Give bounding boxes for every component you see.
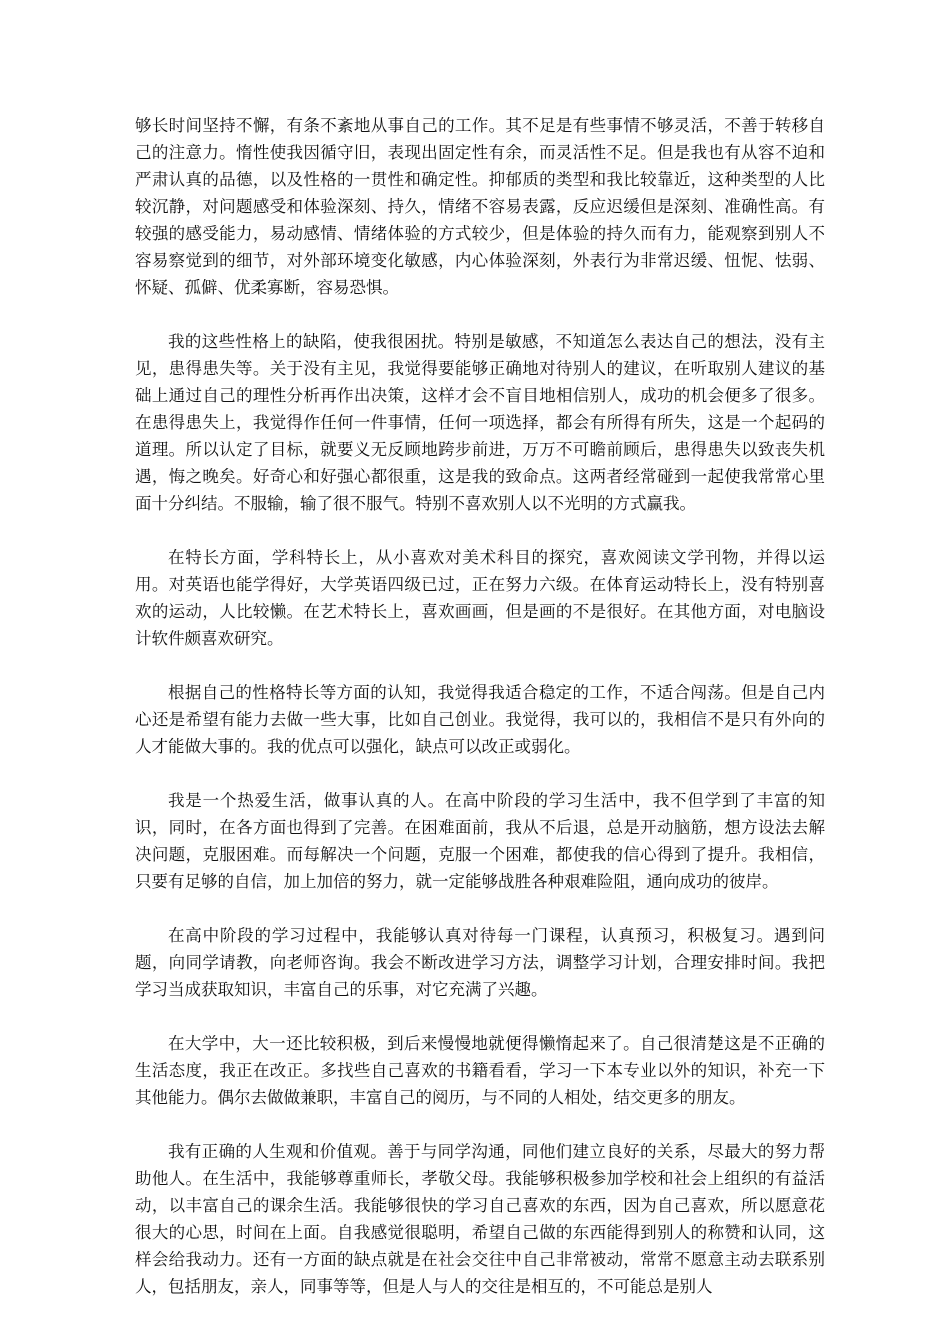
paragraph-5: 我是一个热爱生活，做事认真的人。在高中阶段的学习生活中，我不但学到了丰富的知识，同时，在各方面也得到了完善。在困难面前，我从不后退，总是开动脑筋，想方设法去解决问题，克服困难。而每解决一个问题，克服一个困难，都使我的信心得到了提升。我相信，只要有足够的自信，加上加倍的努力，就一定能够战胜各种艰难险阻，通向成功的彼岸。 [135,791,825,891]
document-body [135,112,825,1300]
paragraph-7: 在大学中，大一还比较积极，到后来慢慢地就便得懒惰起来了。自己很清楚这是不正确的生活态度，我正在改正。多找些自己喜欢的书籍看看，学习一下本专业以外的知识，补充一下其他能力。偶尔去做做兼职，丰富自己的阅历，与不同的人相处，结交更多的朋友。 [135,1034,825,1107]
paragraph-2: 我的这些性格上的缺陷，使我很困扰。特别是敏感，不知道怎么表达自己的想法，没有主见，患得患失等。关于没有主见，我觉得要能够正确地对待别人的建议，在听取别人建议的基础上通过自己的理性分析再作出决策，这样才会不盲目地相信别人，成功的机会便多了很多。在患得患失上，我觉得作任何一件事情，任何一项选择，都会有所得有所失，这是一个起码的道理。所以认定了目标，就要义无反顾地跨步前进，万万不可瞻前顾后，患得患失以致丧失机遇，悔之晚矣。好奇心和好强心都很重，这是我的致命点。这两者经常碰到一起使我常常心里面十分纠结。不服输，输了很不服气。特别不喜欢别人以不光明的方式赢我。 [135,332,825,513]
paragraph-6: 在高中阶段的学习过程中，我能够认真对待每一门课程，认真预习，积极复习。遇到问题，向同学请教，向老师咨询。我会不断改进学习方法，调整学习计划，合理安排时间。我把学习当成获取知识，丰富自己的乐事，对它充满了兴趣。 [135,926,825,999]
paragraph-8: 我有正确的人生观和价值观。善于与同学沟通，同他们建立良好的关系，尽最大的努力帮助他人。在生活中，我能够尊重师长，孝敬父母。我能够积极参加学校和社会上组织的有益活动，以丰富自己的课余生活。我能够很快的学习自己喜欢的东西，因为自己喜欢，所以愿意花很大的心思，时间在上面。自我感觉很聪明，希望自己做的东西能得到别人的称赞和认同，这样会给我动力。还有一方面的缺点就是在社会交往中自己非常被动，常常不愿意主动去联系别人，包括朋友，亲人，同事等等，但是人与人的交往是相互的，不可能总是别人 [135,1142,825,1296]
paragraph-1: 够长时间坚持不懈，有条不紊地从事自己的工作。其不足是有些事情不够灵活，不善于转移自己的注意力。惰性使我因循守旧，表现出固定性有余，而灵活性不足。但是我也有从容不迫和严肃认真的品德，以及性格的一贯性和确定性。抑郁质的类型和我比较靠近，这种类型的人比较沉静，对问题感受和体验深刻、持久，情绪不容易表露，反应迟缓但是深刻、准确性高。有较强的感受能力，易动感情、情绪体验的方式较少，但是体验的持久而有力，能观察到别人不容易察觉到的细节，对外部环境变化敏感，内心体验深刻，外表行为非常迟缓、忸怩、怯弱、怀疑、孤僻、优柔寡断，容易恐惧。 [135,116,825,297]
paragraph-4: 根据自己的性格特长等方面的认知，我觉得我适合稳定的工作，不适合闯荡。但是自己内心还是希望有能力去做一些大事，比如自己创业。我觉得，我可以的，我相信不是只有外向的人才能做大事的。我的优点可以强化，缺点可以改正或弱化。 [135,683,825,756]
paragraph-3: 在特长方面，学科特长上，从小喜欢对美术科目的探究，喜欢阅读文学刊物，并得以运用。对英语也能学得好，大学英语四级已过，正在努力六级。在体育运动特长上，没有特别喜欢的运动，人比较懒。在艺术特长上，喜欢画画，但是画的不是很好。在其他方面，对电脑设计软件颇喜欢研究。 [135,548,825,648]
